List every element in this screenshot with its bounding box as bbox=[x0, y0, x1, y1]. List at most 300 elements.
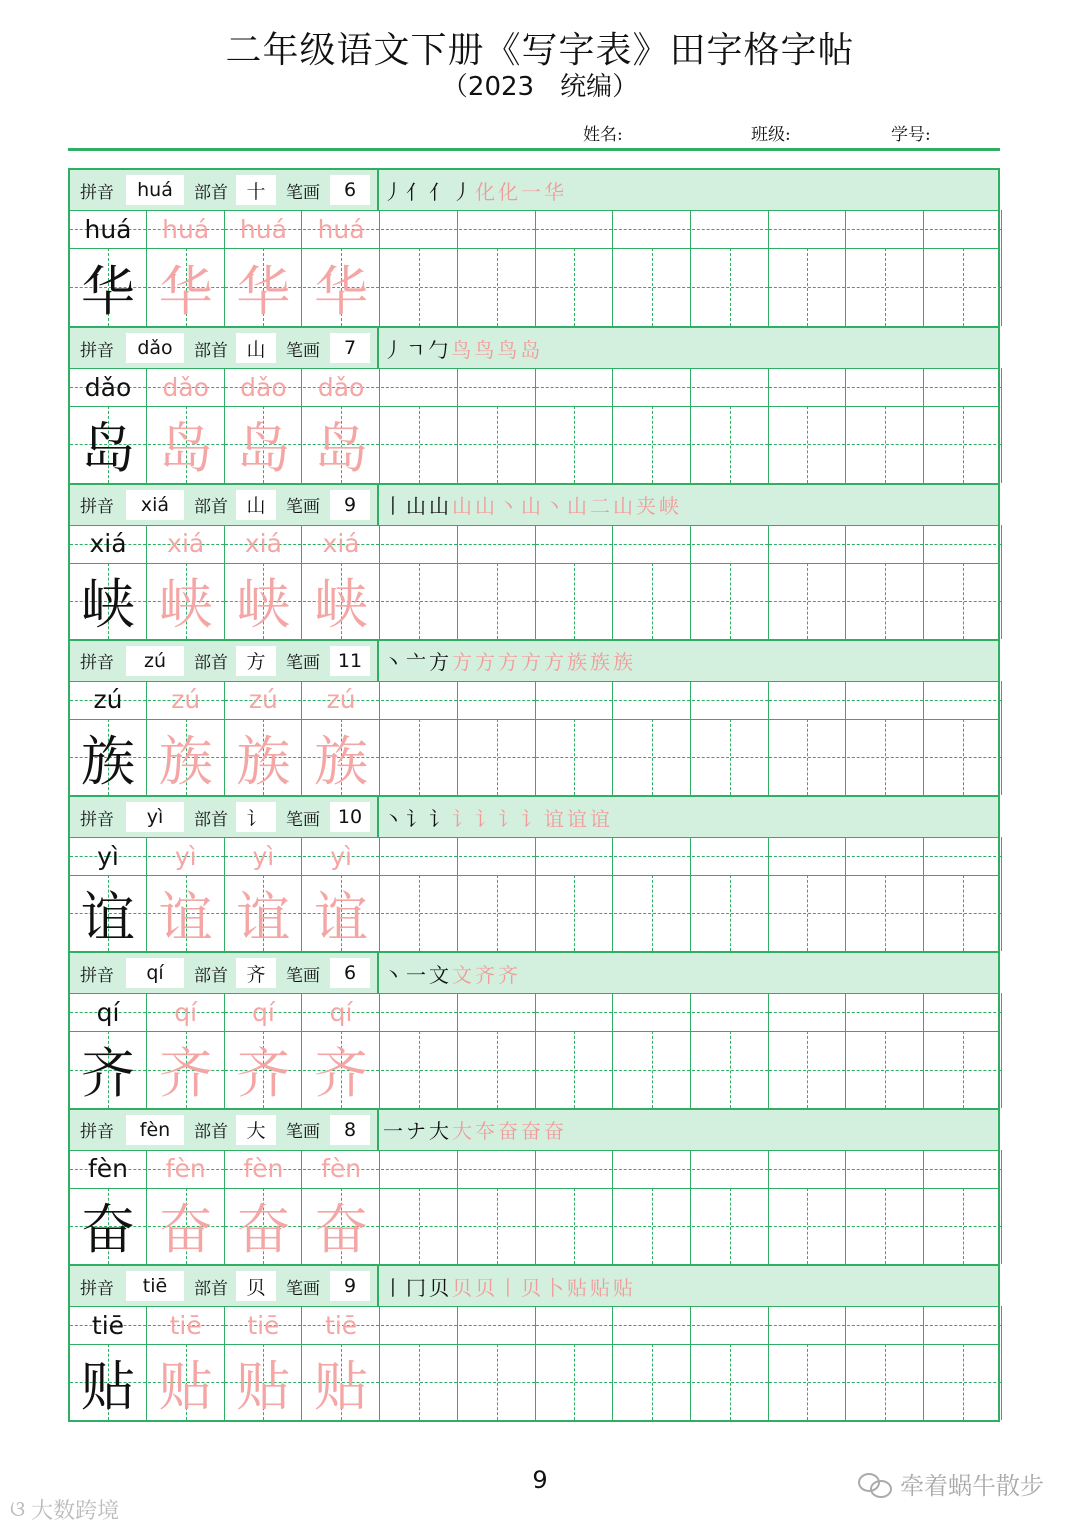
tian-grid-cell[interactable] bbox=[769, 1031, 846, 1107]
pinyin-trace: tiē bbox=[247, 1310, 280, 1340]
stroke-step: 贝卜 bbox=[521, 1275, 567, 1300]
header-divider bbox=[377, 953, 379, 993]
tian-grid-cell[interactable] bbox=[847, 563, 924, 639]
pinyin-cell bbox=[148, 681, 225, 719]
character-trace: 奋 bbox=[314, 1198, 369, 1262]
radical-label: 部首 bbox=[194, 653, 228, 674]
pinyin-trace: dǎo bbox=[317, 372, 365, 402]
stroke-order bbox=[383, 1266, 636, 1306]
pinyin-cell bbox=[692, 210, 769, 248]
stroke-count-value: 9 bbox=[330, 490, 370, 520]
character-row bbox=[70, 1188, 998, 1264]
tian-grid-cell[interactable] bbox=[614, 719, 691, 795]
block-header bbox=[70, 953, 998, 994]
tian-grid-cell[interactable] bbox=[225, 1031, 302, 1107]
tian-grid-cell[interactable] bbox=[925, 875, 1002, 951]
stroke-step: 贴 bbox=[613, 1275, 636, 1300]
stroke-step: ㄱ bbox=[406, 337, 429, 362]
tian-grid-cell[interactable] bbox=[536, 719, 613, 795]
tian-grid-cell[interactable] bbox=[692, 875, 769, 951]
stroke-step: 奋 bbox=[498, 1119, 521, 1144]
tian-grid-cell[interactable] bbox=[303, 1031, 380, 1107]
stroke-step: 齐 bbox=[498, 962, 521, 987]
stroke-step: 方 bbox=[544, 650, 567, 675]
stroke-step: 一 bbox=[383, 1119, 406, 1144]
radical-value: 十 bbox=[236, 175, 276, 205]
pinyin-cell bbox=[536, 993, 613, 1031]
stroke-step: 鸟 bbox=[497, 337, 521, 362]
tian-grid-cell[interactable] bbox=[148, 406, 225, 482]
practice-sheet bbox=[68, 168, 1000, 1422]
pinyin-cell bbox=[459, 681, 536, 719]
stroke-step: 勹 bbox=[428, 337, 452, 362]
character-trace: 峡 bbox=[158, 573, 213, 637]
character-row bbox=[70, 1344, 998, 1420]
stroke-step: 奋 bbox=[544, 1119, 567, 1144]
radical-label: 部首 bbox=[194, 965, 228, 986]
pinyin-model: huá bbox=[84, 214, 132, 244]
tian-grid-cell[interactable] bbox=[225, 1344, 302, 1420]
tian-grid-cell[interactable] bbox=[769, 1344, 846, 1420]
tian-grid-cell[interactable] bbox=[303, 875, 380, 951]
character-trace: 贴 bbox=[158, 1354, 213, 1418]
tian-grid-cell[interactable] bbox=[536, 248, 613, 326]
stroke-step: 亠 bbox=[406, 650, 429, 675]
logo-icon: ଓ bbox=[10, 1497, 26, 1522]
pinyin-trace: xiá bbox=[322, 529, 360, 559]
tian-grid-cell[interactable] bbox=[381, 1188, 458, 1264]
character-model: 族 bbox=[81, 729, 135, 793]
tian-grid-cell[interactable] bbox=[70, 248, 147, 326]
pinyin-trace: zú bbox=[326, 685, 356, 715]
stroke-step: 山 bbox=[452, 494, 475, 519]
pinyin-cell bbox=[925, 525, 1002, 563]
tian-grid-cell[interactable] bbox=[303, 563, 380, 639]
stroke-order bbox=[383, 797, 613, 837]
tian-grid-cell[interactable] bbox=[70, 1344, 147, 1420]
stroke-step: 文 bbox=[452, 962, 475, 987]
character-model: 峡 bbox=[81, 573, 135, 637]
stroke-step: 化 bbox=[475, 179, 498, 204]
pinyin-cell bbox=[925, 681, 1002, 719]
tian-grid-cell[interactable] bbox=[692, 719, 769, 795]
pinyin-row bbox=[70, 368, 998, 407]
block-header bbox=[70, 797, 998, 838]
pinyin-cell bbox=[614, 525, 691, 563]
pinyin-trace: huá bbox=[317, 214, 365, 244]
pinyin-cell bbox=[847, 993, 924, 1031]
pinyin-cell bbox=[925, 993, 1002, 1031]
stroke-step: 讠 bbox=[521, 806, 544, 831]
tian-grid-cell[interactable] bbox=[925, 406, 1002, 482]
stroke-step: 亻丿 bbox=[429, 179, 475, 204]
pinyin-cell bbox=[148, 1306, 225, 1344]
pinyin-cell bbox=[614, 210, 691, 248]
tian-grid-cell[interactable] bbox=[847, 406, 924, 482]
stroke-step: ナ bbox=[406, 1119, 429, 1144]
tian-grid-cell[interactable] bbox=[536, 563, 613, 639]
tian-grid-cell[interactable] bbox=[847, 1344, 924, 1420]
character-row bbox=[70, 875, 998, 951]
pinyin-cell bbox=[303, 681, 380, 719]
pinyin-cell bbox=[225, 368, 302, 406]
watermark-right bbox=[858, 1466, 1044, 1501]
pinyin-cell bbox=[614, 681, 691, 719]
tian-grid-cell[interactable] bbox=[614, 1031, 691, 1107]
pinyin-cell bbox=[769, 681, 846, 719]
tian-grid-cell[interactable] bbox=[847, 1031, 924, 1107]
pinyin-cell bbox=[847, 368, 924, 406]
character-trace: 谊 bbox=[314, 885, 369, 949]
tian-grid-cell[interactable] bbox=[459, 1031, 536, 1107]
stroke-count-value: 6 bbox=[330, 175, 370, 205]
tian-grid-cell[interactable] bbox=[459, 719, 536, 795]
pinyin-model: fèn bbox=[87, 1154, 129, 1184]
pinyin-cell bbox=[459, 837, 536, 875]
char-block bbox=[70, 951, 998, 1107]
char-block bbox=[70, 1108, 998, 1264]
tian-grid-cell[interactable] bbox=[769, 719, 846, 795]
pinyin-cell bbox=[148, 993, 225, 1031]
tian-grid-cell[interactable] bbox=[225, 248, 302, 326]
tian-grid-cell[interactable] bbox=[459, 406, 536, 482]
tian-grid-cell[interactable] bbox=[459, 1344, 536, 1420]
pinyin-trace: yì bbox=[330, 841, 352, 871]
tian-grid-cell[interactable] bbox=[925, 563, 1002, 639]
pinyin-cell bbox=[925, 1306, 1002, 1344]
tian-grid-cell[interactable] bbox=[381, 406, 458, 482]
tian-grid-cell[interactable] bbox=[148, 563, 225, 639]
character-model: 华 bbox=[81, 259, 135, 323]
pinyin-label: 拼音 bbox=[80, 965, 114, 986]
header-divider bbox=[377, 1266, 379, 1306]
tian-grid-cell[interactable] bbox=[381, 1344, 458, 1420]
stroke-step: 丨 bbox=[383, 494, 406, 519]
radical-label: 部首 bbox=[194, 340, 228, 361]
tian-grid-cell[interactable] bbox=[614, 248, 691, 326]
tian-grid-cell[interactable] bbox=[459, 563, 536, 639]
tian-grid-cell[interactable] bbox=[925, 719, 1002, 795]
pinyin-cell bbox=[225, 1150, 302, 1188]
tian-grid-cell[interactable] bbox=[225, 875, 302, 951]
stroke-step: 贝 bbox=[452, 1275, 475, 1300]
pinyin-cell bbox=[614, 1150, 691, 1188]
stroke-step: 丶 bbox=[383, 962, 406, 987]
stroke-step: 贴 bbox=[567, 1275, 590, 1300]
stroke-step: 峡 bbox=[659, 494, 682, 519]
block-header bbox=[70, 1266, 998, 1307]
tian-grid-cell[interactable] bbox=[536, 1344, 613, 1420]
pinyin-model: qí bbox=[96, 997, 120, 1027]
pinyin-value: xiá bbox=[126, 490, 184, 520]
character-model: 谊 bbox=[81, 885, 135, 949]
pinyin-value: fèn bbox=[126, 1115, 184, 1145]
pinyin-cell bbox=[148, 210, 225, 248]
header-divider bbox=[377, 1110, 379, 1150]
tian-grid-cell[interactable] bbox=[381, 719, 458, 795]
tian-grid-cell[interactable] bbox=[381, 875, 458, 951]
character-trace: 齐 bbox=[158, 1042, 213, 1106]
stroke-count-value: 11 bbox=[330, 646, 370, 676]
tian-grid-cell[interactable] bbox=[614, 1344, 691, 1420]
pinyin-model: tiē bbox=[91, 1310, 125, 1340]
pinyin-cell bbox=[692, 993, 769, 1031]
tian-grid-cell[interactable] bbox=[692, 1031, 769, 1107]
pinyin-cell bbox=[70, 837, 147, 875]
stroke-step: 鸟 bbox=[474, 337, 498, 362]
tian-grid-cell[interactable] bbox=[148, 1188, 225, 1264]
tian-grid-cell[interactable] bbox=[692, 248, 769, 326]
stroke-step: 华 bbox=[544, 179, 567, 204]
pinyin-trace: xiá bbox=[244, 529, 282, 559]
radical-label: 部首 bbox=[194, 182, 228, 203]
stroke-step: 讠 bbox=[429, 806, 452, 831]
tian-grid-cell[interactable] bbox=[70, 563, 147, 639]
stroke-step: 亻 bbox=[406, 179, 429, 204]
character-trace: 奋 bbox=[158, 1198, 213, 1262]
class-label: 班级: bbox=[751, 125, 791, 145]
pinyin-value: tiē bbox=[126, 1271, 184, 1301]
page-subtitle: （2023 统编） bbox=[441, 72, 639, 102]
tian-grid-cell[interactable] bbox=[614, 1188, 691, 1264]
pinyin-cell bbox=[614, 1306, 691, 1344]
tian-grid-cell[interactable] bbox=[692, 563, 769, 639]
pinyin-cell bbox=[769, 210, 846, 248]
character-row bbox=[70, 563, 998, 639]
tian-grid-cell[interactable] bbox=[225, 406, 302, 482]
tian-grid-cell[interactable] bbox=[769, 1188, 846, 1264]
pinyin-cell bbox=[70, 681, 147, 719]
radical-label: 部首 bbox=[194, 1122, 228, 1143]
stroke-count-value: 9 bbox=[330, 1271, 370, 1301]
tian-grid-cell[interactable] bbox=[614, 563, 691, 639]
tian-grid-cell[interactable] bbox=[70, 406, 147, 482]
pinyin-cell bbox=[303, 1306, 380, 1344]
tian-grid-cell[interactable] bbox=[536, 1188, 613, 1264]
radical-value: 方 bbox=[236, 646, 276, 676]
tian-grid-cell[interactable] bbox=[925, 1344, 1002, 1420]
pinyin-cell bbox=[769, 1306, 846, 1344]
pinyin-cell bbox=[148, 525, 225, 563]
tian-grid-cell[interactable] bbox=[536, 406, 613, 482]
pinyin-trace: fèn bbox=[243, 1154, 284, 1184]
character-row bbox=[70, 1031, 998, 1107]
tian-grid-cell[interactable] bbox=[381, 563, 458, 639]
pinyin-value: huá bbox=[126, 175, 184, 205]
pinyin-cell bbox=[459, 525, 536, 563]
tian-grid-cell[interactable] bbox=[925, 1188, 1002, 1264]
tian-grid-cell[interactable] bbox=[769, 563, 846, 639]
stroke-step: 鸟 bbox=[451, 337, 475, 362]
character-trace: 华 bbox=[236, 259, 291, 323]
tian-grid-cell[interactable] bbox=[614, 406, 691, 482]
stroke-step: 方 bbox=[452, 650, 475, 675]
pinyin-row bbox=[70, 1306, 998, 1345]
stroke-step: 山丶 bbox=[521, 494, 567, 519]
pinyin-cell bbox=[303, 525, 380, 563]
pinyin-model: yì bbox=[97, 841, 119, 871]
stroke-step: 文 bbox=[429, 962, 452, 987]
pinyin-cell bbox=[925, 210, 1002, 248]
tian-grid-cell[interactable] bbox=[225, 719, 302, 795]
pinyin-cell bbox=[536, 1306, 613, 1344]
stroke-step: 贴 bbox=[590, 1275, 613, 1300]
tian-grid-cell[interactable] bbox=[70, 1031, 147, 1107]
stroke-count-label: 笔画 bbox=[286, 497, 320, 518]
pinyin-model: dǎo bbox=[84, 372, 132, 402]
pinyin-value: yì bbox=[126, 802, 184, 832]
tian-grid-cell[interactable] bbox=[148, 875, 225, 951]
pinyin-cell bbox=[459, 993, 536, 1031]
char-block bbox=[70, 326, 998, 482]
top-divider bbox=[68, 148, 1000, 151]
pinyin-trace: huá bbox=[239, 214, 287, 244]
tian-grid-cell[interactable] bbox=[614, 875, 691, 951]
tian-grid-cell[interactable] bbox=[536, 875, 613, 951]
character-model: 奋 bbox=[81, 1198, 135, 1262]
char-block bbox=[70, 483, 998, 639]
pinyin-row bbox=[70, 681, 998, 720]
tian-grid-cell[interactable] bbox=[148, 1031, 225, 1107]
pinyin-cell bbox=[614, 837, 691, 875]
pinyin-cell bbox=[148, 1150, 225, 1188]
pinyin-cell bbox=[303, 210, 380, 248]
tian-grid-cell[interactable] bbox=[225, 1188, 302, 1264]
tian-grid-cell[interactable] bbox=[148, 248, 225, 326]
tian-grid-cell[interactable] bbox=[70, 1188, 147, 1264]
pinyin-cell bbox=[381, 1150, 458, 1188]
tian-grid-cell[interactable] bbox=[459, 1188, 536, 1264]
stroke-step: 化一 bbox=[498, 179, 544, 204]
pinyin-cell bbox=[381, 210, 458, 248]
tian-grid-cell[interactable] bbox=[70, 719, 147, 795]
stroke-step: 一 bbox=[406, 962, 429, 987]
stroke-order bbox=[383, 641, 636, 681]
tian-grid-cell[interactable] bbox=[303, 248, 380, 326]
page-number: 9 bbox=[532, 1466, 548, 1494]
stroke-step: 族 bbox=[567, 650, 590, 675]
pinyin-cell bbox=[70, 993, 147, 1031]
tian-grid-cell[interactable] bbox=[148, 1344, 225, 1420]
tian-grid-cell[interactable] bbox=[536, 1031, 613, 1107]
pinyin-label: 拼音 bbox=[80, 182, 114, 203]
tian-grid-cell[interactable] bbox=[769, 248, 846, 326]
tian-grid-cell[interactable] bbox=[303, 1188, 380, 1264]
character-trace: 岛 bbox=[314, 416, 369, 480]
character-trace: 奋 bbox=[236, 1198, 291, 1262]
stroke-count-label: 笔画 bbox=[286, 182, 320, 203]
pinyin-trace: qí bbox=[329, 997, 353, 1027]
header-divider bbox=[377, 641, 379, 681]
tian-grid-cell[interactable] bbox=[847, 719, 924, 795]
pinyin-trace: fèn bbox=[165, 1154, 206, 1184]
pinyin-cell bbox=[225, 837, 302, 875]
tian-grid-cell[interactable] bbox=[303, 1344, 380, 1420]
pinyin-cell bbox=[381, 681, 458, 719]
pinyin-trace: xiá bbox=[167, 529, 205, 559]
radical-value: 讠 bbox=[236, 802, 276, 832]
block-header bbox=[70, 328, 998, 369]
pinyin-cell bbox=[769, 368, 846, 406]
stroke-count-label: 笔画 bbox=[286, 1122, 320, 1143]
pinyin-row bbox=[70, 993, 998, 1032]
tian-grid-cell[interactable] bbox=[847, 1188, 924, 1264]
tian-grid-cell[interactable] bbox=[303, 406, 380, 482]
pinyin-trace: zú bbox=[171, 685, 201, 715]
radical-label: 部首 bbox=[194, 1278, 228, 1299]
tian-grid-cell[interactable] bbox=[459, 248, 536, 326]
character-row bbox=[70, 248, 998, 326]
stroke-step: 方 bbox=[521, 650, 544, 675]
pinyin-cell bbox=[847, 1150, 924, 1188]
character-trace: 齐 bbox=[314, 1042, 369, 1106]
pinyin-cell bbox=[70, 210, 147, 248]
pinyin-model: zú bbox=[93, 685, 123, 715]
char-block bbox=[70, 795, 998, 951]
pinyin-cell bbox=[381, 368, 458, 406]
tian-grid-cell[interactable] bbox=[70, 875, 147, 951]
radical-value: 齐 bbox=[236, 958, 276, 988]
tian-grid-cell[interactable] bbox=[148, 719, 225, 795]
stroke-step: 山 bbox=[429, 494, 452, 519]
tian-grid-cell[interactable] bbox=[225, 563, 302, 639]
pinyin-cell bbox=[614, 993, 691, 1031]
tian-grid-cell[interactable] bbox=[769, 406, 846, 482]
tian-grid-cell[interactable] bbox=[459, 875, 536, 951]
pinyin-cell bbox=[925, 1150, 1002, 1188]
pinyin-cell bbox=[692, 1150, 769, 1188]
pinyin-row bbox=[70, 1150, 998, 1189]
pinyin-cell bbox=[459, 1150, 536, 1188]
pinyin-trace: qí bbox=[251, 997, 275, 1027]
tian-grid-cell[interactable] bbox=[381, 1031, 458, 1107]
tian-grid-cell[interactable] bbox=[847, 248, 924, 326]
pinyin-trace: zú bbox=[248, 685, 278, 715]
pinyin-trace: fèn bbox=[321, 1154, 362, 1184]
character-trace: 族 bbox=[236, 729, 291, 793]
stroke-step: 丨 bbox=[383, 1275, 406, 1300]
tian-grid-cell[interactable] bbox=[769, 875, 846, 951]
radical-value: 山 bbox=[236, 333, 276, 363]
stroke-step: 丿 bbox=[383, 337, 406, 362]
character-trace: 华 bbox=[314, 259, 369, 323]
stroke-step: 谊 bbox=[567, 806, 590, 831]
pinyin-cell bbox=[381, 993, 458, 1031]
tian-grid-cell[interactable] bbox=[692, 1188, 769, 1264]
character-trace: 华 bbox=[158, 259, 213, 323]
tian-grid-cell[interactable] bbox=[303, 719, 380, 795]
stroke-step: 齐 bbox=[475, 962, 498, 987]
tian-grid-cell[interactable] bbox=[925, 248, 1002, 326]
pinyin-cell bbox=[692, 368, 769, 406]
wechat-icon bbox=[858, 1471, 892, 1497]
tian-grid-cell[interactable] bbox=[847, 875, 924, 951]
radical-label: 部首 bbox=[194, 497, 228, 518]
pinyin-cell bbox=[536, 368, 613, 406]
stroke-order bbox=[383, 485, 682, 525]
pinyin-value: zú bbox=[126, 646, 184, 676]
tian-grid-cell[interactable] bbox=[692, 406, 769, 482]
stroke-count-value: 7 bbox=[330, 333, 370, 363]
stroke-step: 奋 bbox=[521, 1119, 544, 1144]
watermark-right-text: 牵着蜗牛散步 bbox=[900, 1472, 1044, 1500]
stroke-count-value: 8 bbox=[330, 1115, 370, 1145]
header-divider bbox=[377, 797, 379, 837]
tian-grid-cell[interactable] bbox=[692, 1344, 769, 1420]
tian-grid-cell[interactable] bbox=[381, 248, 458, 326]
pinyin-label: 拼音 bbox=[80, 340, 114, 361]
tian-grid-cell[interactable] bbox=[925, 1031, 1002, 1107]
